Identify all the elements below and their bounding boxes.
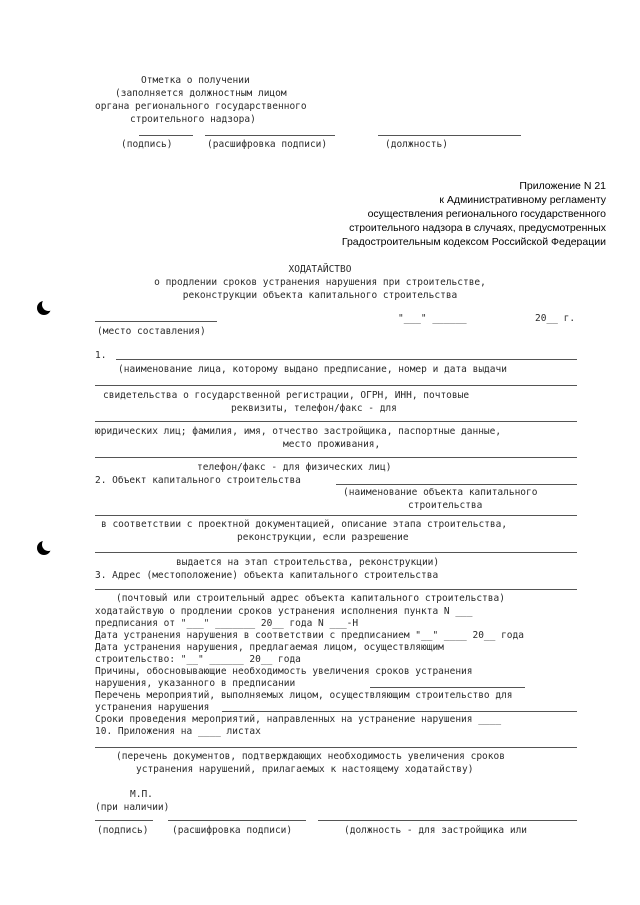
item1-number: 1. — [95, 350, 107, 361]
body-line-2: предписания от "___" _______ 20__ года N ___-Н — [95, 618, 359, 629]
body-line-7-fill — [370, 687, 525, 688]
item1-caption-3: реквизиты, телефон/факс - для — [231, 403, 397, 414]
appendix-line5: Градостроительным кодексом Российской Федерации — [341, 236, 606, 248]
item2-caption-2: строительства — [408, 500, 483, 511]
footer-decode-line — [168, 820, 306, 821]
stamp-mark: М.П. — [130, 789, 153, 800]
footer-decode-caption: (расшифровка подписи) — [172, 825, 293, 836]
stamp-note: (при наличии) — [95, 802, 170, 813]
date-year: 20__ г. — [535, 313, 576, 324]
attachments-caption-2: устранения нарушений, прилагаемых к настоящему ходатайству) — [136, 764, 474, 775]
appendix-line3: осуществления регионального государственного — [367, 208, 606, 220]
item2-label: 2. Объект капитального строительства — [95, 475, 301, 486]
document-subtitle-1: о продлении сроков устранения нарушения при строительстве, — [154, 277, 486, 288]
item2-caption-5: выдается на этап строительства, реконструкции) — [176, 557, 440, 568]
item3-line-1 — [95, 589, 577, 590]
body-line-10: Сроки проведения мероприятий, направленных на устранение нарушения ____ — [95, 714, 502, 725]
item2-caption-1: (наименование объекта капитального — [343, 487, 538, 498]
item2-line-2 — [95, 515, 577, 516]
appendix-line2: к Административному регламенту — [439, 194, 606, 206]
receipt-sign-caption: (подпись) — [121, 139, 173, 150]
body-line-4: Дата устранения нарушения, предлагаемая лицом, осуществляющим — [95, 642, 444, 653]
item1-caption-1: (наименование лица, которому выдано предписание, номер и дата выдачи — [118, 364, 507, 375]
body-line-11: 10. Приложения на ____ листах — [95, 726, 261, 737]
scan-hole-mark — [37, 541, 51, 555]
body-line-3: Дата устранения нарушения в соответствии с предписанием "__" ____ 20__ года — [95, 630, 524, 641]
item1-caption-2: свидетельства о государственной регистрации, ОГРН, ИНН, почтовые — [103, 390, 470, 401]
item1-caption-4: юридических лиц; фамилия, имя, отчество застройщика, паспортные данные, — [95, 426, 502, 437]
appendix-line1: Приложение N 21 — [519, 180, 606, 192]
item2-caption-3: в соответствии с проектной документацией, описание этапа строительства, — [101, 519, 508, 530]
receipt-decode-line — [205, 135, 335, 136]
item1-line-4 — [95, 457, 577, 458]
body-line-6: Причины, обосновывающие необходимость увеличения сроков устранения — [95, 666, 473, 677]
body-line-1: ходатайствую о продлении сроков устранения исполнения пункта N ___ — [95, 606, 473, 617]
receipt-position-line — [378, 135, 521, 136]
body-line-7: нарушения, указанного в предписании — [95, 678, 296, 689]
appendix-line4: строительного надзора в случаях, предусмотренных — [349, 222, 606, 234]
receipt-line2: (заполняется должностным лицом — [115, 88, 287, 99]
item1-caption-6: телефон/факс - для физических лиц) — [197, 462, 392, 473]
document-subtitle-2: реконструкции объекта капитального строительства — [182, 290, 458, 301]
body-line-8: Перечень мероприятий, выполняемых лицом, осуществляющим строительство для — [95, 690, 513, 701]
item1-line-3 — [95, 421, 577, 422]
item3-label: 3. Адрес (местоположение) объекта капитального строительства — [95, 570, 439, 581]
item3-caption-1: (почтовый или строительный адрес объекта капитального строительства) — [116, 593, 505, 604]
body-line-5: строительство: "__" ______ 20__ года — [95, 654, 301, 665]
item1-caption-5: место проживания, — [283, 439, 381, 450]
item2-caption-4: реконструкции, если разрешение — [237, 532, 409, 543]
receipt-sign-line — [139, 135, 193, 136]
document-title: ХОДАТАЙСТВО — [288, 264, 352, 275]
body-line-9-fill — [222, 711, 577, 712]
place-caption: (место составления) — [97, 326, 206, 337]
footer-sign-line — [95, 820, 153, 821]
body-line-9: устранения нарушения — [95, 702, 210, 713]
footer-position-line — [318, 820, 577, 821]
item2-line-1 — [336, 484, 577, 485]
attachments-caption-1: (перечень документов, подтверждающих необходимость увеличения сроков — [116, 751, 505, 762]
item1-line-2 — [95, 385, 577, 386]
attachments-line — [95, 747, 577, 748]
receipt-position-caption: (должность) — [385, 139, 448, 150]
receipt-line3: органа регионального государственного — [95, 101, 307, 112]
date-field: "___" ______ — [398, 313, 467, 324]
item2-line-3 — [95, 552, 577, 553]
place-line — [95, 321, 217, 322]
footer-position-caption: (должность - для застройщика или — [344, 825, 528, 836]
receipt-line4: строительного надзора) — [130, 114, 256, 125]
receipt-line1: Отметка о получении — [141, 75, 250, 86]
footer-sign-caption: (подпись) — [97, 825, 149, 836]
scan-hole-mark — [37, 301, 51, 315]
receipt-decode-caption: (расшифровка подписи) — [207, 139, 328, 150]
item1-line-1 — [116, 359, 577, 360]
